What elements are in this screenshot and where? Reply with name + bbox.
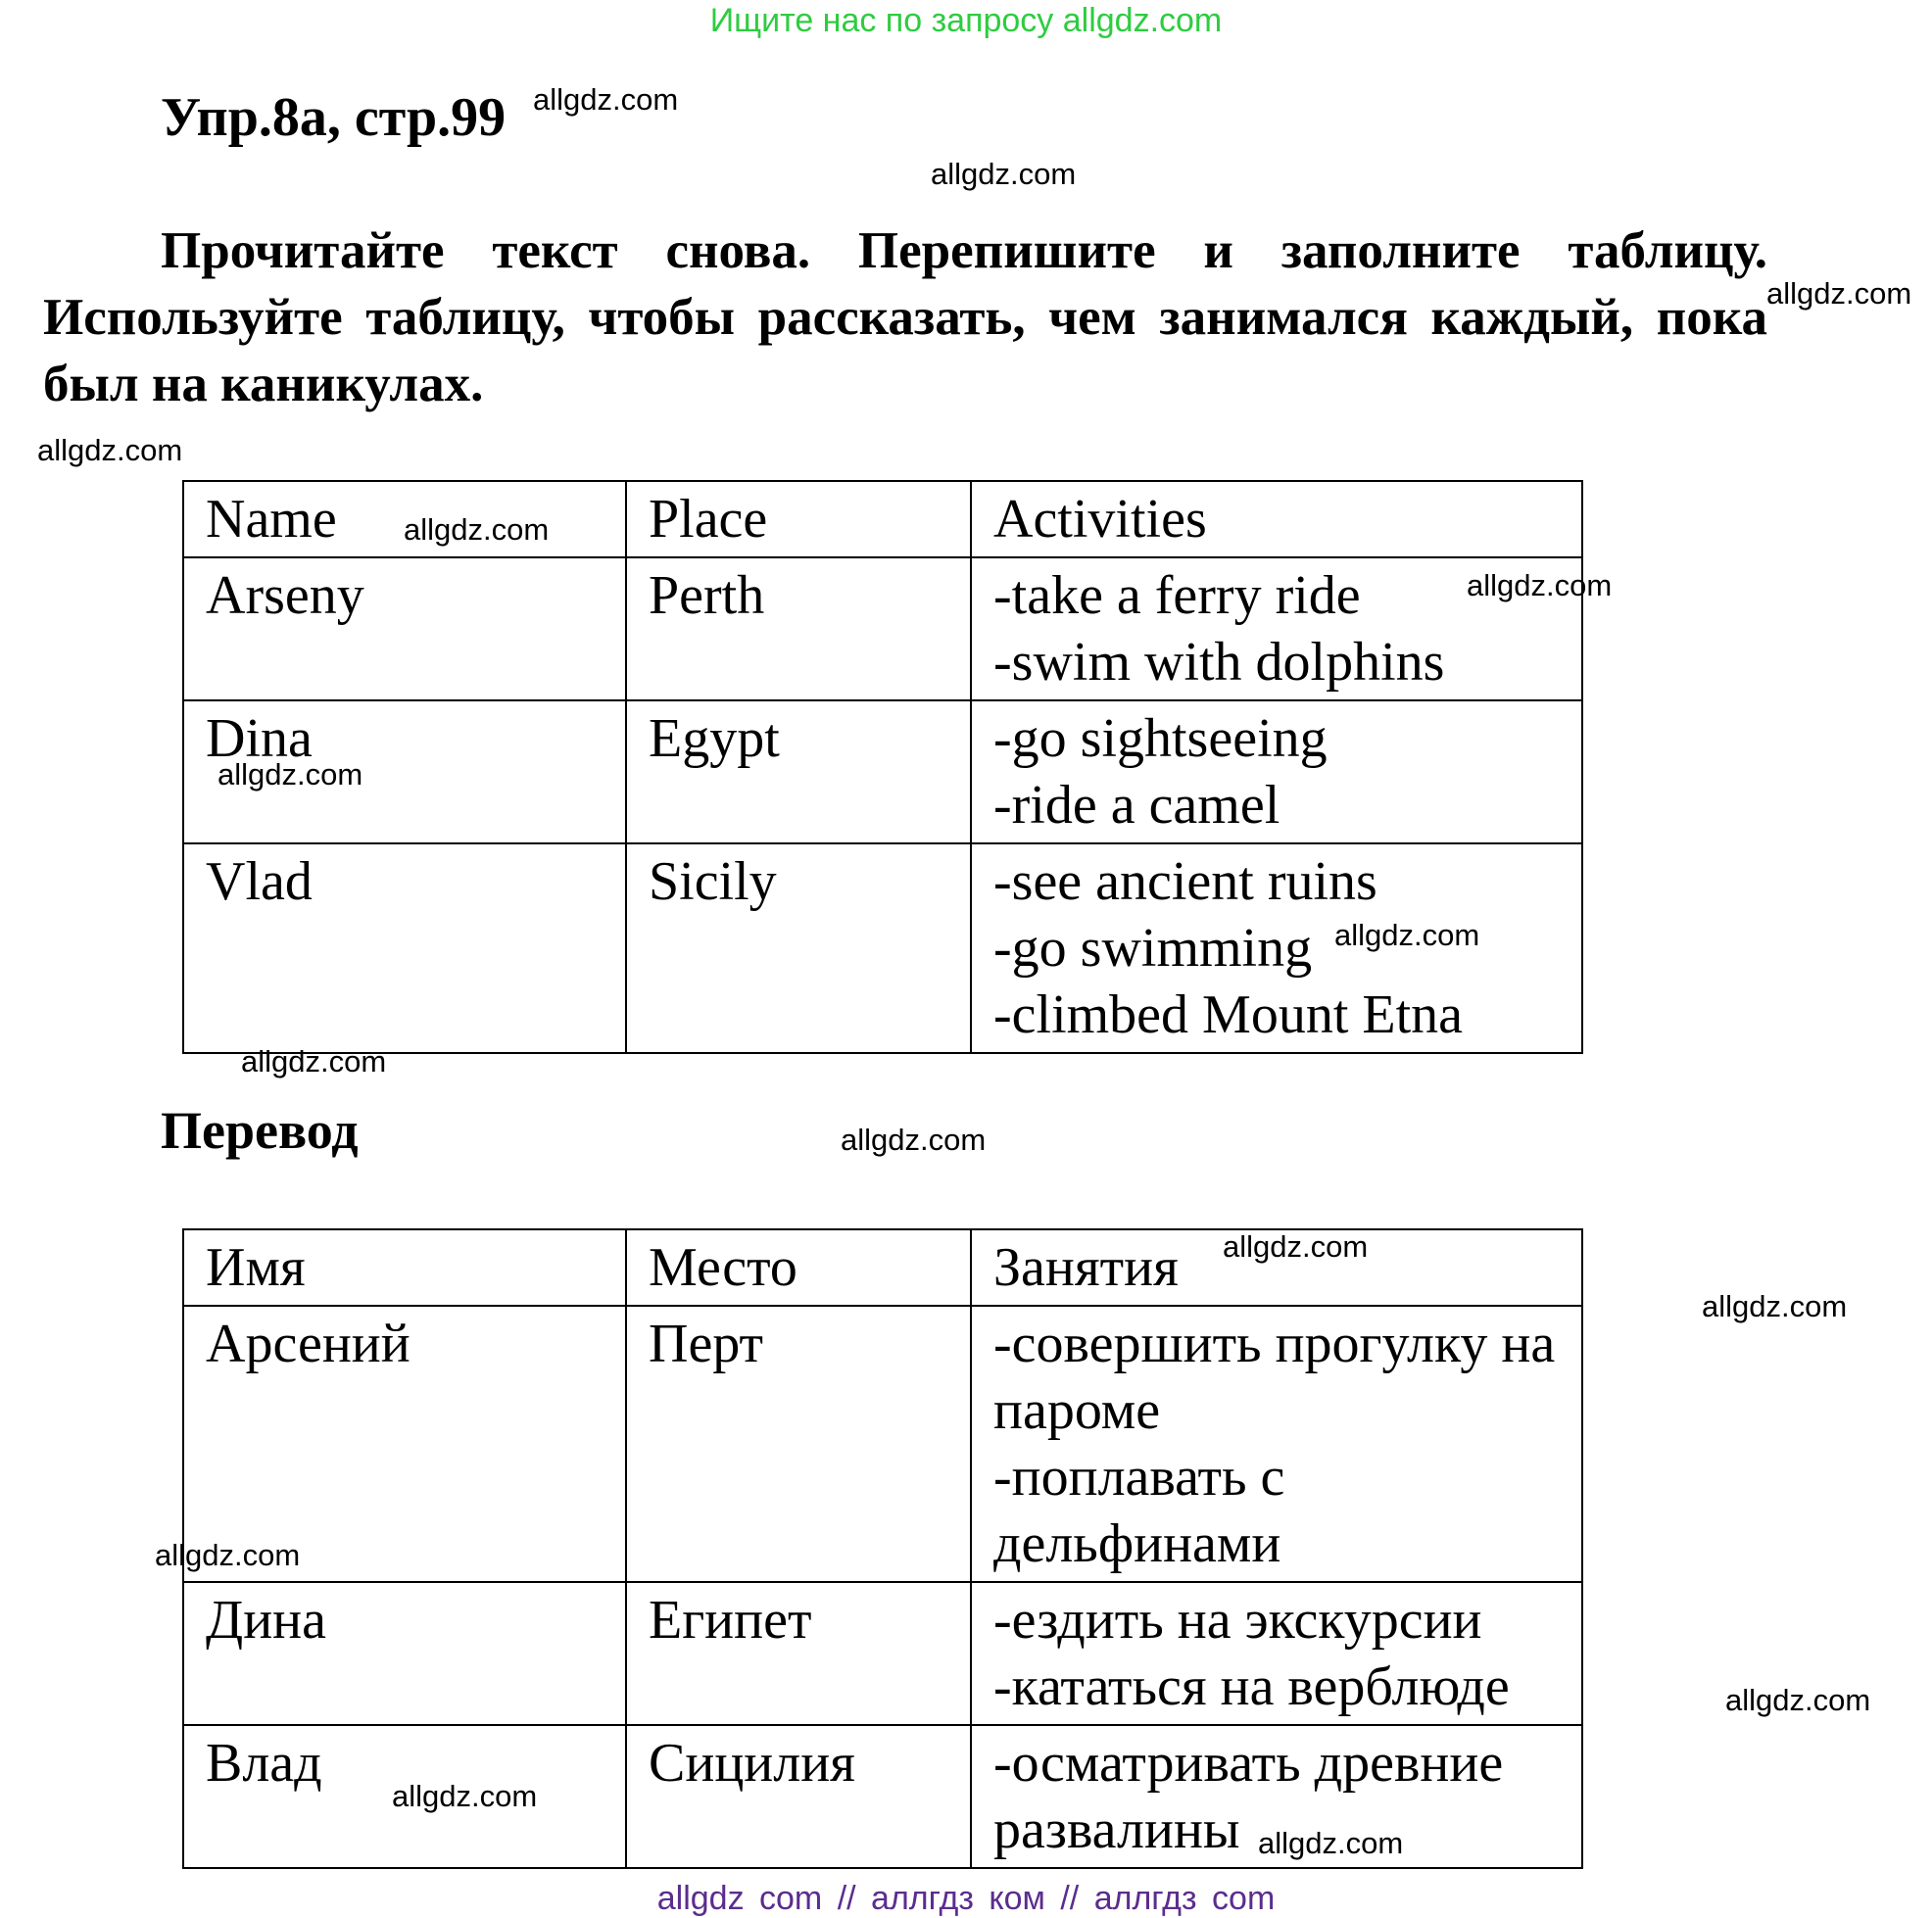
name-cell: Arseny bbox=[183, 557, 626, 700]
place-cell: Египет bbox=[626, 1582, 971, 1725]
table-header-row bbox=[183, 481, 1582, 557]
table-row bbox=[183, 700, 1582, 843]
watermark: allgdz.com bbox=[1258, 1826, 1404, 1860]
watermark: allgdz.com bbox=[1334, 918, 1480, 952]
name-cell: Влад bbox=[183, 1725, 626, 1868]
exercise-title: Упр.8а, стр.99 bbox=[161, 87, 507, 148]
name-cell: Vlad bbox=[183, 843, 626, 1053]
watermark: allgdz.com bbox=[241, 1044, 387, 1079]
footer-banner: allgdz com // аллгдз ком // аллгдз com bbox=[656, 1880, 1276, 1917]
place-cell: Сицилия bbox=[626, 1725, 971, 1868]
activity-item: -go swimming bbox=[993, 918, 1313, 979]
activity-item: -поплавать с дельфинами bbox=[993, 1447, 1285, 1574]
activities-cell bbox=[971, 1582, 1582, 1725]
watermark: allgdz.com bbox=[37, 433, 183, 467]
table-header-row bbox=[183, 1229, 1582, 1306]
watermark: allgdz.com bbox=[1223, 1229, 1369, 1264]
watermark: allgdz.com bbox=[155, 1538, 301, 1572]
name-cell: Дина bbox=[183, 1582, 626, 1725]
activity-item: -совершить прогулку на пароме bbox=[993, 1314, 1556, 1441]
activity-item: -swim with dolphins bbox=[993, 632, 1445, 693]
watermark: allgdz.com bbox=[404, 512, 550, 547]
place-cell: Sicily bbox=[626, 843, 971, 1053]
watermark: allgdz.com bbox=[1702, 1289, 1848, 1323]
watermark: allgdz.com bbox=[1725, 1683, 1871, 1717]
header-cell: Name bbox=[183, 481, 626, 557]
activity-item: -кататься на верблюде bbox=[993, 1656, 1510, 1717]
activities-table-russian bbox=[182, 1228, 1583, 1869]
activity-item: -ride a camel bbox=[993, 775, 1280, 836]
activity-item: -climbed Mount Etna bbox=[993, 984, 1464, 1045]
header-cell: Имя bbox=[183, 1229, 626, 1306]
activity-item: -see ancient ruins bbox=[993, 851, 1377, 912]
watermark: allgdz.com bbox=[1766, 276, 1912, 311]
name-cell: Арсений bbox=[183, 1306, 626, 1582]
name-cell: Dina bbox=[183, 700, 626, 843]
watermark: allgdz.com bbox=[841, 1123, 987, 1157]
translation-heading: Перевод bbox=[161, 1101, 359, 1160]
activities-table-english bbox=[182, 480, 1583, 1054]
place-cell: Egypt bbox=[626, 700, 971, 843]
header-cell: Place bbox=[626, 481, 971, 557]
activities-cell bbox=[971, 1306, 1582, 1582]
watermark: allgdz.com bbox=[931, 157, 1077, 191]
activities-cell bbox=[971, 843, 1582, 1053]
header-cell: Место bbox=[626, 1229, 971, 1306]
watermark: allgdz.com bbox=[533, 82, 679, 117]
table-row bbox=[183, 557, 1582, 700]
place-cell: Perth bbox=[626, 557, 971, 700]
header-cell: Занятия bbox=[971, 1229, 1582, 1306]
activities-cell bbox=[971, 700, 1582, 843]
header-cell: Activities bbox=[971, 481, 1582, 557]
exercise-instruction: Прочитайте текст снова. Перепишите и заполните таблицу. Используйте таблицу, чтобы рассказать, чем занимался каждый, пока был на каникулах. bbox=[43, 222, 1767, 412]
watermark: allgdz.com bbox=[217, 757, 363, 791]
search-banner: Ищите нас по запросу allgdz.com bbox=[709, 2, 1223, 39]
activity-item: -take a ferry ride bbox=[993, 565, 1361, 626]
table-row bbox=[183, 1306, 1582, 1582]
activity-item: -go sightseeing bbox=[993, 708, 1328, 769]
table-row bbox=[183, 1582, 1582, 1725]
activity-item: -ездить на экскурсии bbox=[993, 1590, 1482, 1651]
activity-item: -осматривать древние развалины bbox=[993, 1733, 1504, 1860]
place-cell: Перт bbox=[626, 1306, 971, 1582]
watermark: allgdz.com bbox=[1467, 568, 1613, 602]
watermark: allgdz.com bbox=[392, 1779, 538, 1813]
